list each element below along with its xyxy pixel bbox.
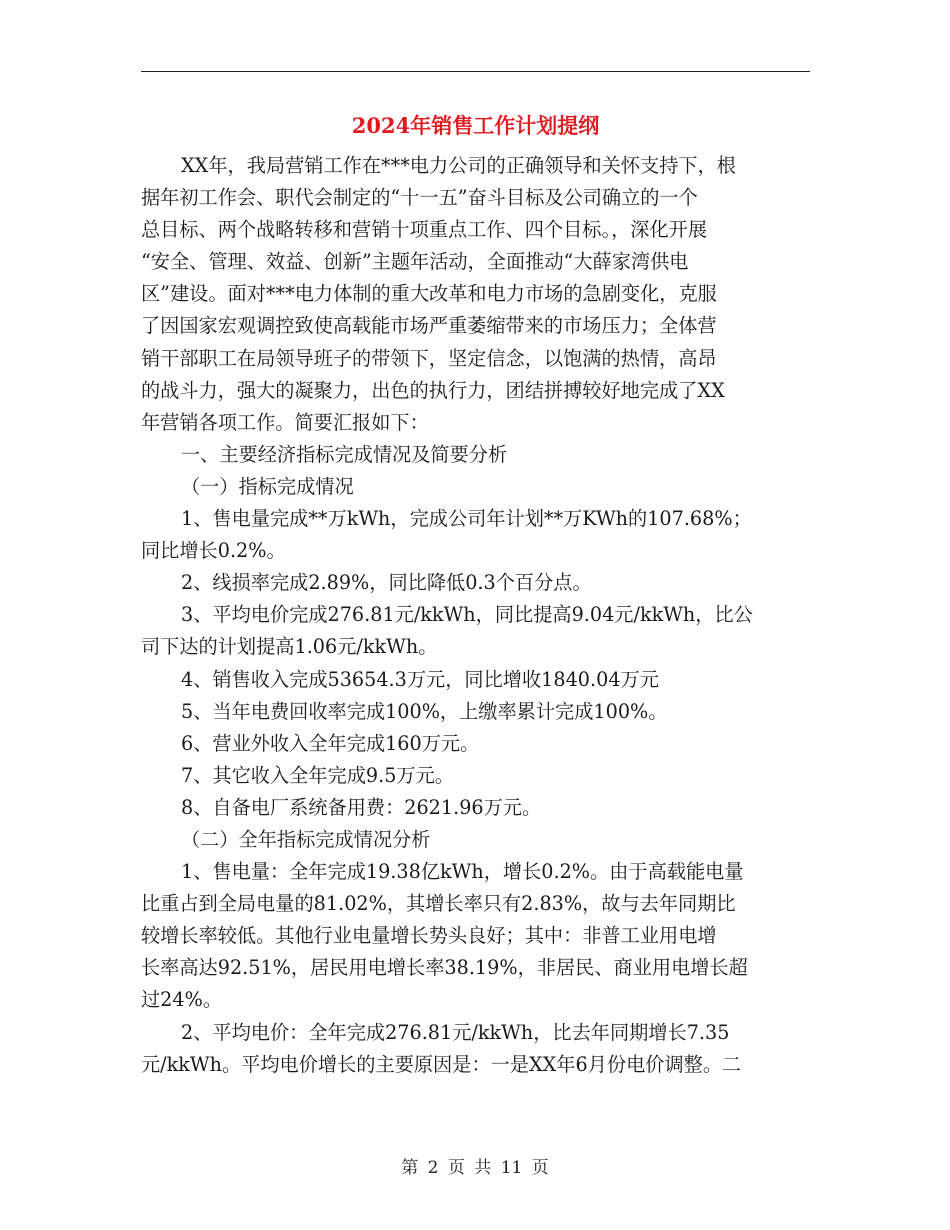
- text-line: 较增长率较低。其他行业电量增长势头良好；其中：非普工业用电增: [141, 924, 717, 948]
- text-line: 1、售电量：全年完成19.38亿kWh，增长0.2%。由于高载能电量: [181, 860, 744, 884]
- text-line: 2、线损率完成2.89%，同比降低0.3个百分点。: [181, 571, 592, 595]
- text-line: 过24%。: [141, 988, 223, 1012]
- text-line: （一）指标完成情况: [181, 474, 354, 498]
- text-line: 据年初工作会、职代会制定的“十一五”奋斗目标及公司确立的一个: [141, 186, 698, 210]
- text-line: 元/kkWh。平均电价增长的主要原因是：一是XX年6月份电价调整。二: [141, 1052, 742, 1076]
- text-line: 7、其它收入全年完成9.5万元。: [181, 763, 454, 787]
- text-line: （二）全年指标完成情况分析: [181, 827, 431, 851]
- text-line: 8、自备电厂系统备用费：2621.96万元。: [181, 795, 542, 819]
- text-line: 区”建设。面对***电力体制的重大改革和电力市场的急剧变化，克服: [141, 282, 717, 306]
- header-rule: [141, 71, 810, 72]
- text-line: 总目标、两个战略转移和营销十项重点工作、四个目标。，深化开展: [141, 218, 708, 242]
- text-line: 3、平均电价完成276.81元/kkWh，同比提高9.04元/kkWh，比公: [181, 603, 753, 627]
- text-line: 长率高达92.51%，居民用电增长率38.19%，非居民、商业用电增长超: [141, 956, 748, 980]
- document-body: [141, 150, 809, 1081]
- text-line: 1、售电量完成**万kWh，完成公司年计划**万KWh的107.68%；: [181, 507, 752, 531]
- text-line: 了因国家宏观调控致使高载能市场严重萎缩带来的市场压力；全体营: [141, 314, 717, 338]
- text-line: 4、销售收入完成53654.3万元，同比增收1840.04万元: [181, 667, 659, 691]
- text-line: 5、当年电费回收率完成100%，上缴率累计完成100%。: [181, 699, 668, 723]
- text-line: 同比增长0.2%。: [141, 539, 286, 563]
- text-line: 6、营业外收入全年完成160万元。: [181, 731, 480, 755]
- text-line: 一、主要经济指标完成情况及简要分析: [181, 442, 508, 466]
- text-line: 销干部职工在局领导班子的带领下，坚定信念，以饱满的热情，高昂: [141, 346, 717, 370]
- document-title: 2024年销售工作计划提纲: [351, 113, 600, 138]
- text-line: “安全、管理、效益、创新”主题年活动，全面推动“大薛家湾供电: [141, 250, 689, 274]
- text-line: XX年，我局营销工作在***电力公司的正确领导和关怀支持下，根: [181, 154, 736, 177]
- text-line: 年营销各项工作。简要汇报如下：: [141, 410, 429, 434]
- text-line: 的战斗力，强大的凝聚力，出色的执行力，团结拼搏较好地完成了XX: [141, 378, 725, 402]
- text-line: 司下达的计划提高1.06元/kkWh。: [141, 635, 438, 659]
- text-line: 2、平均电价：全年完成276.81元/kkWh，比去年同期增长7.35: [181, 1020, 730, 1044]
- page-footer: 第 2 页 共 11 页: [401, 1158, 549, 1178]
- text-line: 比重占到全局电量的81.02%，其增长率只有2.83%，故与去年同期比: [141, 892, 736, 916]
